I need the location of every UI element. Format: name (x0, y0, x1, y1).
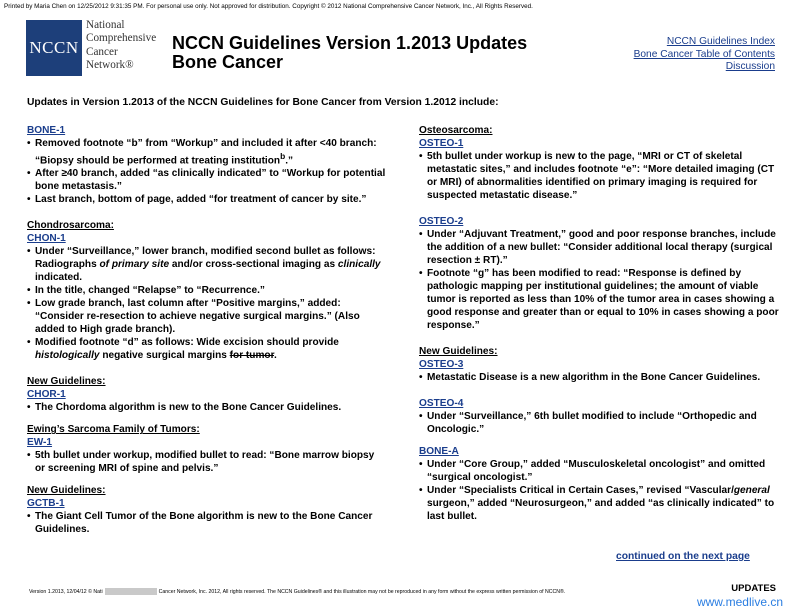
list-item: • Under “Surveillance,” 6th bullet modified to include “Orthopedic and Oncologic.” (419, 410, 779, 436)
osteo-1-link[interactable]: OSTEO-1 (419, 138, 464, 149)
section-heading: Chondrosarcoma: (27, 220, 114, 232)
list-item: • Under “Specialists Critical in Certain Cases,” revised “Vascular/general surgeon,” added “Neurosurgeon,” and added “as clinically indicated” to last bullet. (419, 484, 779, 523)
section-heading: Ewing’s Sarcoma Family of Tumors: (27, 424, 200, 436)
list-item: • Footnote “g” has been modified to read: “Response is defined by pathologic mapping per institutional guidelines; the amount of viable tumor is reported as less than 10% of the tumor area in cases showing a good response and greater than or equal to 10% in cases showing a poor response.” (419, 267, 779, 332)
section-chondrosarcoma (27, 219, 387, 362)
list-item: • Low grade branch, last column after “Positive margins,” added: “Consider re-resection to achieve negative surgical margins.” (Also added to High grade branch). (27, 297, 387, 336)
section-new-guidelines-gctb (27, 484, 387, 536)
osteo-3-link[interactable]: OSTEO-3 (419, 359, 464, 370)
list-item: • Under “Core Group,” added “Musculoskeletal oncologist” and omitted “surgical oncologist.” (419, 458, 779, 484)
nccn-logo (26, 20, 166, 76)
section-new-guidelines-chordoma (27, 375, 387, 414)
section-heading: New Guidelines: (27, 376, 106, 388)
intro-text: Updates in Version 1.2013 of the NCCN Guidelines for Bone Cancer from Version 1.2012 include: (27, 97, 499, 108)
section-osteo-4 (419, 397, 779, 436)
footer-copyright: Version 1.2013, 12/04/12 © Nati Cancer Network, Inc. 2012, All rights reserved. The NCCN Guidelines® and this illustration may not be reproduced in any form without the express written permission of NCCN®. (29, 588, 566, 595)
logo-mark: NCCN (26, 20, 82, 76)
section-bone-1 (27, 124, 387, 206)
list-item: • The Giant Cell Tumor of the Bone algorithm is new to the Bone Cancer Guidelines. (27, 510, 387, 536)
section-heading: New Guidelines: (27, 485, 106, 497)
list-item: • The Chordoma algorithm is new to the Bone Cancer Guidelines. (27, 401, 387, 414)
list-item: • In the title, changed “Relapse” to “Recurrence.” (27, 284, 387, 297)
logo-wordmark: National Comprehensive Cancer Network® (86, 19, 157, 71)
list-item: • 5th bullet under workup, modified bullet to read: “Bone marrow biopsy or screening MRI of spine and pelvis.” (27, 449, 387, 475)
list-item: • Metastatic Disease is a new algorithm in the Bone Cancer Guidelines. (419, 371, 779, 384)
chon-1-link[interactable]: CHON-1 (27, 233, 66, 245)
section-osteosarcoma (419, 124, 779, 202)
list-item: • Modified footnote “d” as follows: Wide excision should provide histologically negative surgical margins for tumor. (27, 336, 387, 362)
chor-1-link[interactable]: CHOR-1 (27, 389, 66, 401)
section-heading: Osteosarcoma: (419, 125, 493, 136)
redacted-block (105, 588, 157, 595)
updates-tag: UPDATES (731, 583, 776, 594)
list-item: • Last branch, bottom of page, added “for treatment of cancer by site.” (27, 193, 387, 206)
section-bone-a (419, 445, 779, 523)
right-column (419, 124, 779, 532)
section-osteo-2 (419, 215, 779, 332)
print-notice: Printed by Maria Chen on 12/25/2012 9:31:35 PM. For personal use only. Not approved for distribution. Copyright © 2012 National Comprehensive Cancer Network, Inc., All Rights Reserved. (4, 3, 533, 10)
list-item: • Under “Adjuvant Treatment,” good and poor response branches, include the addition of a new bullet: “Consider additional local therapy (surgical resection ± RT).” (419, 228, 779, 267)
list-item: • 5th bullet under workup is new to the page, “MRI or CT of skeletal metastatic sites,” and includes footnote “e”: “More detailed imaging (CT or MRI) of abnormalities identified on primary imaging is required for suspected metastatic disease.” (419, 150, 779, 202)
bone-1-link[interactable]: BONE-1 (27, 125, 66, 136)
list-item: • After ≥40 branch, added “as clinically indicated” to “Workup for potential bone metastasis.” (27, 167, 387, 193)
left-column (27, 124, 387, 545)
gctb-1-link[interactable]: GCTB-1 (27, 498, 65, 510)
guidelines-index-link[interactable]: NCCN Guidelines Index (666, 36, 775, 47)
watermark-text: www.medlive.cn (696, 595, 783, 609)
osteo-4-link[interactable]: OSTEO-4 (419, 398, 464, 409)
list-item: • Under “Surveillance,” lower branch, modified second bullet as follows: Radiographs of primary site and/or cross-sectional imaging as clinically indicated. (27, 245, 387, 284)
page-title: NCCN Guidelines Version 1.2013 Updates Bone Cancer (172, 33, 528, 72)
section-new-guidelines-metastatic (419, 345, 779, 384)
bone-a-link[interactable]: BONE-A (419, 446, 459, 457)
continued-next-page-link[interactable]: continued on the next page (616, 551, 750, 562)
nav-links (634, 36, 775, 74)
ew-1-link[interactable]: EW-1 (27, 437, 53, 449)
table-of-contents-link[interactable]: Bone Cancer Table of Contents (633, 48, 775, 60)
section-heading: New Guidelines: (419, 346, 498, 357)
section-ewing (27, 423, 387, 475)
osteo-2-link[interactable]: OSTEO-2 (419, 216, 464, 227)
list-item: • Removed footnote “b” from “Workup” and included it after <40 branch: “Biopsy should be performed at treating institution$^b$.” (27, 137, 387, 167)
discussion-link[interactable]: Discussion (725, 61, 775, 72)
